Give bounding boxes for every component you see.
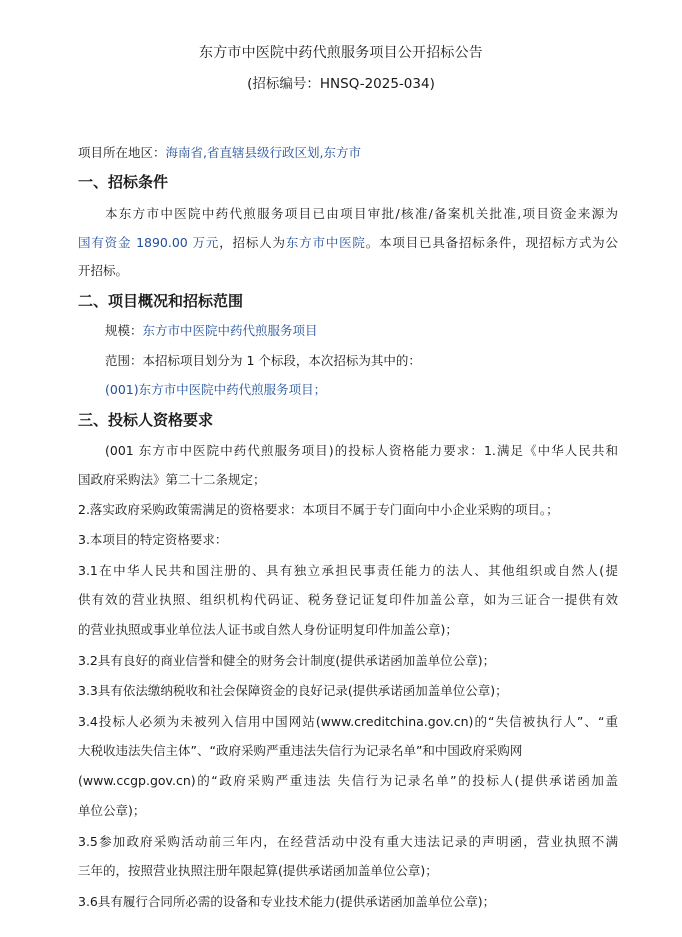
conditions-text-d: 。本项目已具备招标条件，现招标方式为公 (365, 235, 618, 250)
lot-item: (001)东方市中医院中药代煎服务项目； (105, 382, 327, 397)
conditions-text-b: ，招标人为 (219, 235, 286, 250)
qualification-line: 大税收违法失信主体”、“政府采购严重违法失信行为记录名单”和中国政府采购网 (78, 743, 523, 758)
page-title: 东方市中医院中药代煎服务项目公开招标公告 (199, 45, 483, 61)
conditions-line-3: 开招标。 (78, 263, 129, 278)
qualification-line: 3.3具有依法缴纳税收和社会保障资金的良好记录(提供承诺函加盖单位公章)； (78, 683, 508, 698)
scale-label: 规模： (105, 323, 143, 338)
tender-code: (招标编号：HNSQ-2025-034) (247, 76, 435, 92)
project-scale (105, 321, 618, 341)
scale-value: 东方市中医院中药代煎服务项目 (142, 323, 318, 338)
qualification-line: 3.1在中华人民共和国注册的、具有独立承担民事责任能力的法人、其他组织或自然人(提 (78, 563, 618, 578)
qualification-line: 3.2具有良好的商业信誉和健全的财务会计制度(提供承诺函加盖单位公章)； (78, 653, 496, 668)
section-heading-qualifications: 三、投标人资格要求 (78, 411, 214, 429)
qualification-line: 单位公章)； (78, 803, 146, 818)
conditions-line-1: 本东方市中医院中药代煎服务项目已由项目审批/核准/备案机关批准,项目资金来源为 (105, 206, 618, 221)
section-heading-overview: 二、项目概况和招标范围 (78, 292, 244, 310)
qualification-line: (001 东方市中医院中药代煎服务项目)的投标人资格能力要求：1.满足《中华人民共和 (105, 443, 618, 458)
qualification-line: 2.落实政府采购政策需满足的资格要求：本项目不属于专门面向中小企业采购的项目。； (78, 502, 559, 517)
conditions-line-2 (78, 233, 618, 253)
qualification-line: 国政府采购法》第二十二条规定； (78, 472, 266, 487)
location-label: 项目所在地区： (78, 145, 166, 160)
qualification-line: 3.本项目的特定资格要求： (78, 532, 228, 547)
qualification-line: 的营业执照或事业单位法人证书或自然人身份证明复印件加盖公章)； (78, 622, 458, 637)
project-range: 范围：本招标项目划分为 1 个标段，本次招标为其中的： (105, 353, 421, 368)
fund-amount: 国有资金 1890.00 万元 (78, 235, 220, 250)
tenderer-name: 东方市中医院 (285, 235, 366, 250)
project-location (78, 143, 618, 163)
qualification-line: 3.5参加政府采购活动前三年内，在经营活动中没有重大违法记录的声明函，营业执照不满 (78, 834, 618, 849)
section-heading-conditions: 一、招标条件 (78, 173, 169, 191)
location-value: 海南省,省直辖县级行政区划,东方市 (165, 145, 361, 160)
qualification-line: 3.4投标人必须为未被列入信用中国网站(www.creditchina.gov.cn)的“失信被执行人”、“重 (78, 714, 618, 729)
qualification-line: 3.6具有履行合同所必需的设备和专业技术能力(提供承诺函加盖单位公章)； (78, 894, 496, 909)
qualification-line: 供有效的营业执照、组织机构代码证、税务登记证复印件加盖公章，如为三证合一提供有效 (78, 592, 618, 607)
qualification-line: 三年的，按照营业执照注册年限起算(提供承诺函加盖单位公章)； (78, 863, 438, 878)
qualification-line: (www.ccgp.gov.cn)的“政府采购严重违法 失信行为记录名单”的投标人(提供承诺函加盖 (78, 773, 618, 788)
